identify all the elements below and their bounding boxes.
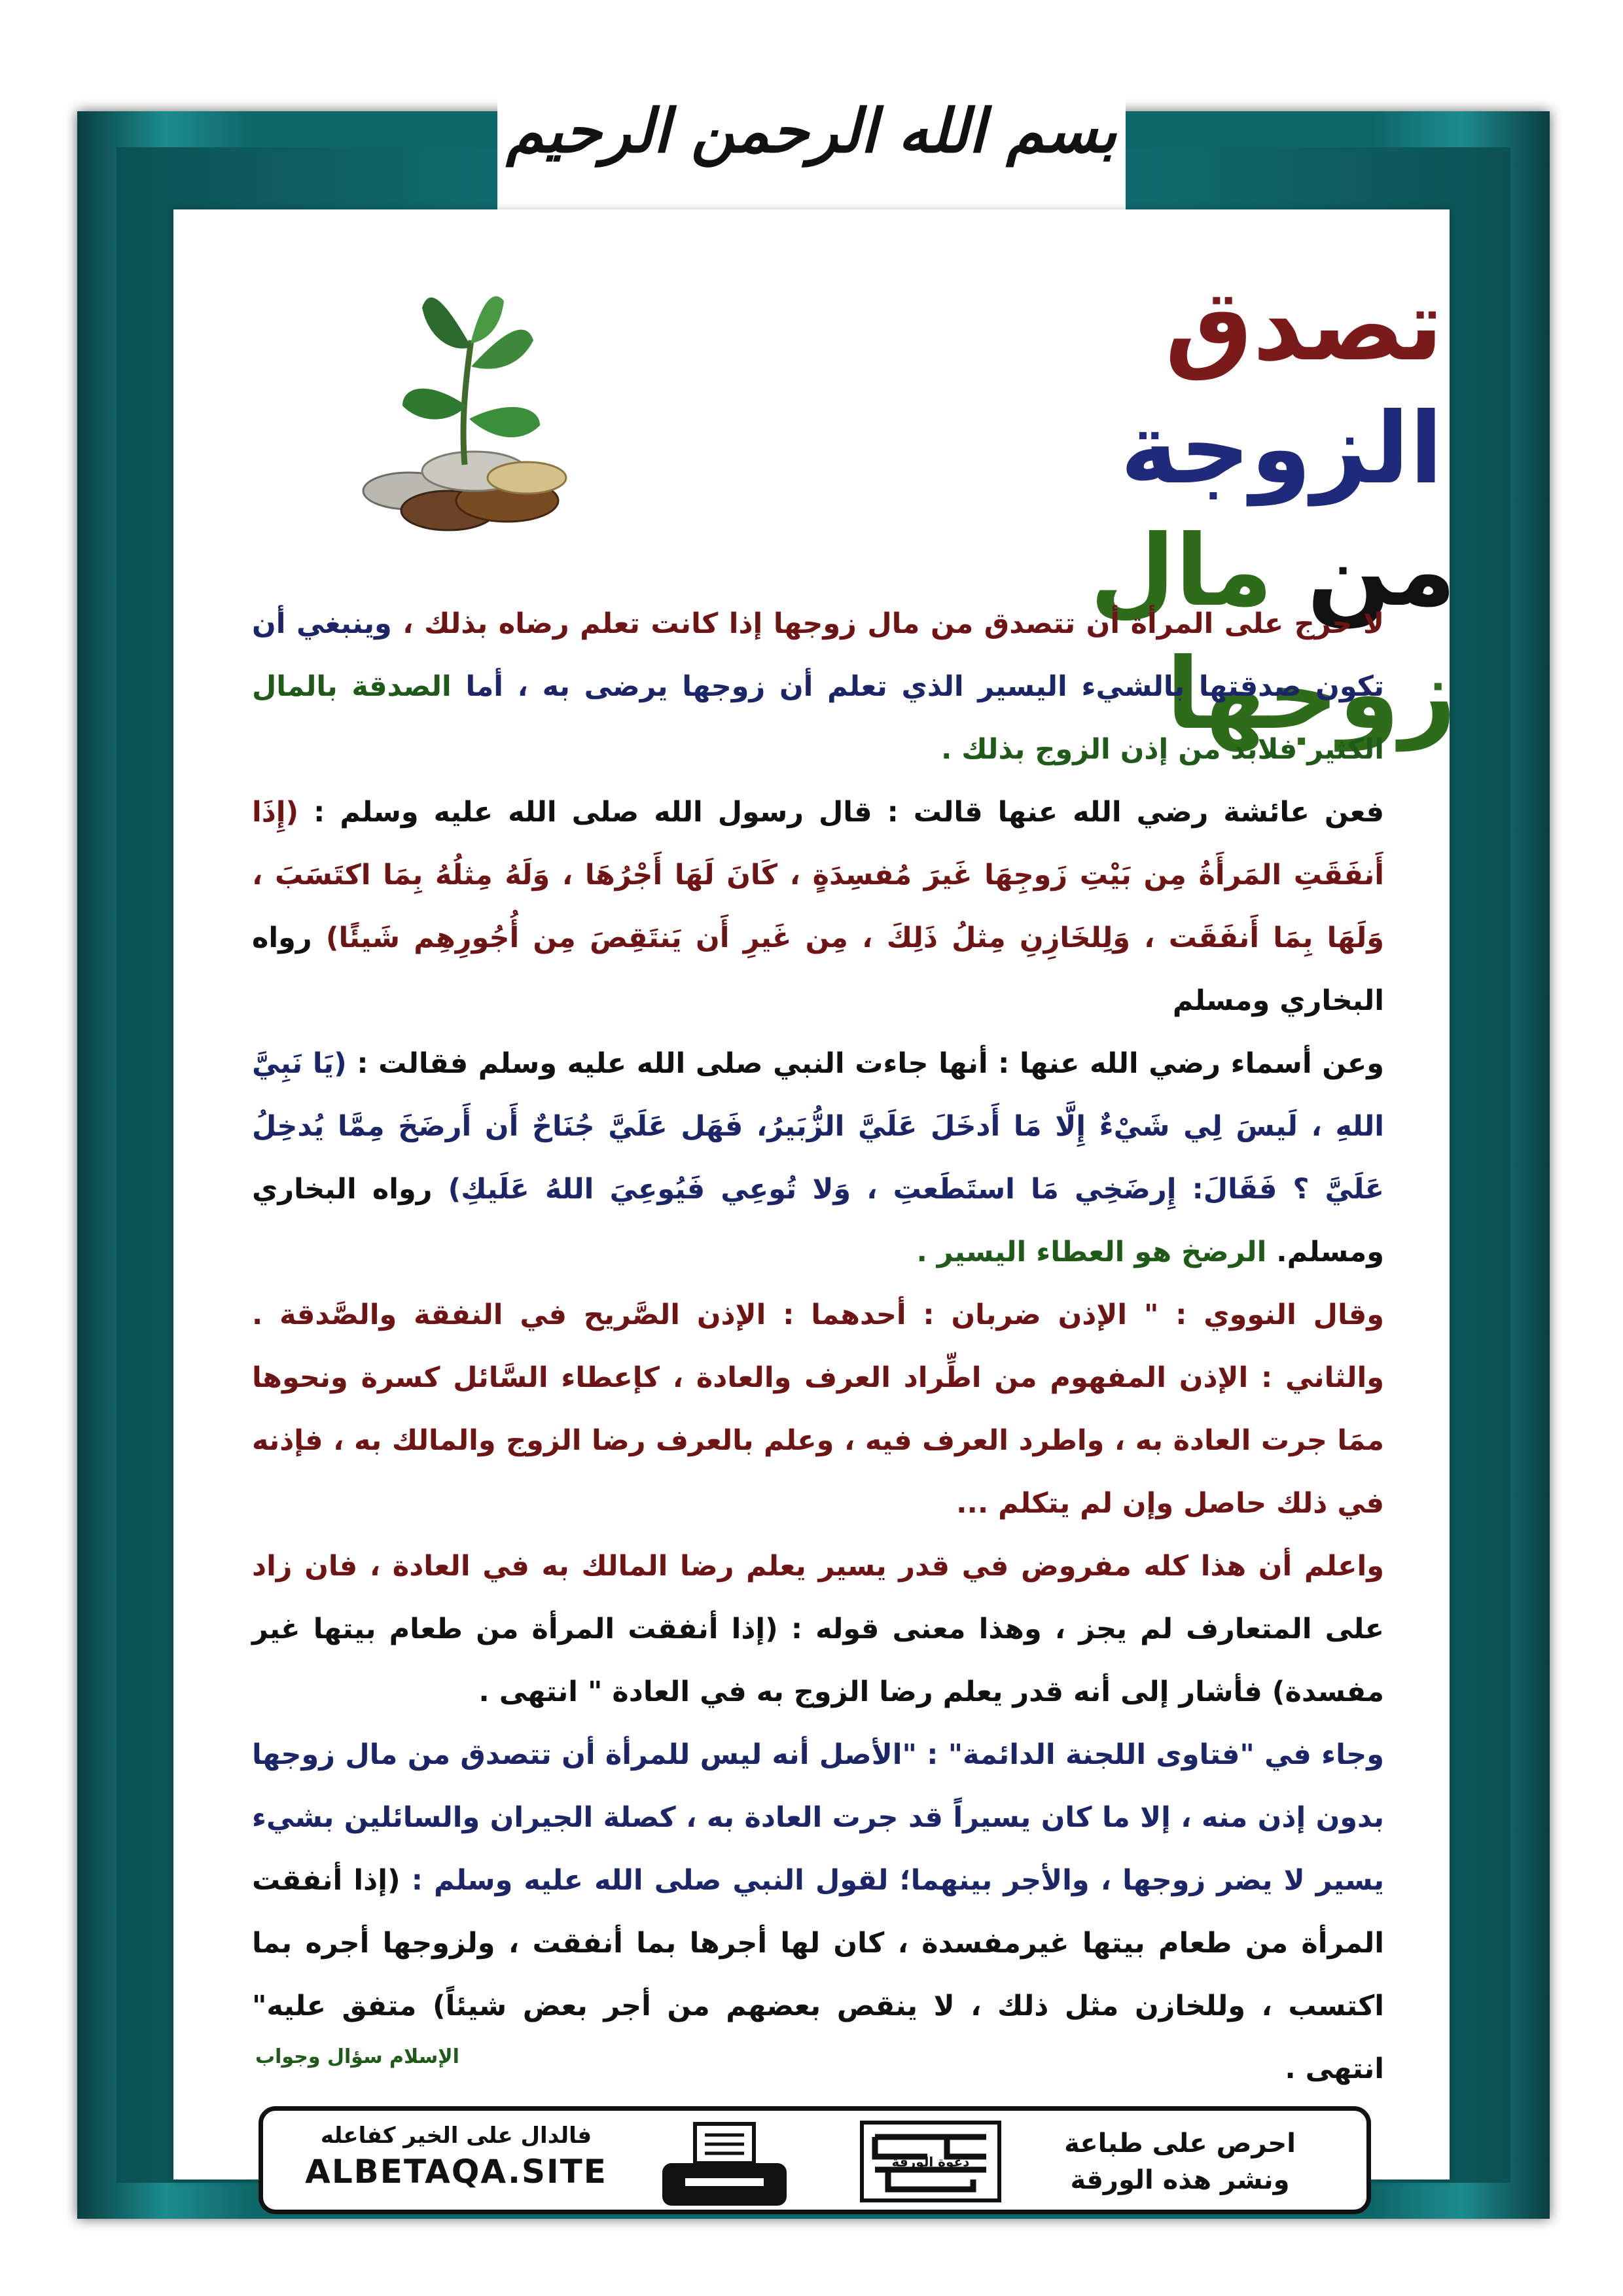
footer-print-note: احرص على طباعة ونشر هذه الورقة bbox=[1064, 2128, 1296, 2195]
albetaqa-logo bbox=[849, 2117, 1012, 2206]
printer-icon bbox=[656, 2121, 793, 2212]
paragraph-4: وقال النووي : " الإذن ضربان : أحدهما : الإذن الصَّريح في النفقة والصَّدقة . والثاني : الإذن المفهوم من اطِّراد العرف والعادة ، كإعطاء السَّائل كسرة ونحوها ممَا جرت العادة به ، واطرد العرف فيه ، وعلم بالعرف رضا الزوج والمالك به ، فإذنه في ذلك حاصل وإن لم يتكلم ... bbox=[252, 1299, 1384, 1520]
title-word-min: من bbox=[1307, 514, 1456, 628]
paragraph-1: لا حرج على المرأة أن تتصدق من مال زوجها إذا كانت تعلم رضاه بذلك ، وينبغي أن تكون صدقتها بالشيء اليسير الذي تعلم أن زوجها يرضى به ، أما الصدقة بالمال الكثير فلابد من إذن الزوج بذلك . bbox=[252, 607, 1384, 766]
footer-site-url[interactable]: ALBETAQA.SITE bbox=[305, 2153, 607, 2191]
basmala-calligraphy: بسم الله الرحمن الرحيم bbox=[506, 96, 1117, 166]
footer-bar bbox=[259, 2106, 1371, 2214]
paragraph-6: وجاء في "فتاوى اللجنة الدائمة" : "الأصل أنه ليس للمرأة أن تتصدق من مال زوجها بدون إذن منه ، إلا ما كان يسيراً قد جرت العادة به ، كصلة الجيران والسائلين بشيء يسير لا يضر زوجها ، والأجر بينهما؛ لقول النبي صلى الله عليه وسلم : (إذا أنفقت المرأة من طعام بيتها غيرمفسدة ، كان لها أجرها بما أنفقت ، ولزوجها أجره بما اكتسب ، وللخازن مثل ذلك ، لا ينقص بعضهم من أجر بعض شيئاً) متفق عليه" انتهى . bbox=[252, 1738, 1384, 2085]
albetaqa-logo-mark bbox=[849, 2117, 1012, 2206]
paragraph-3: وعن أسماء رضي الله عنها : أنها جاءت النبي صلى الله عليه وسلم فقالت : (يَا نَبِيَّ اللهِ ، لَيسَ لِي شَيْءٌ إِلَّا مَا أَدخَلَ عَلَيَّ الزُّبَيرُ، فَهَل عَلَيَّ جُنَاحٌ أَن أَرضَخَ مِمَّا يُدخِلُ عَلَيَّ ؟ فَقَالَ: إِرضَخِي مَا استَطَعتِ ، وَلا تُوعِي فَيُوعِيَ اللهُ عَلَيكِ) رواه البخاري ومسلم. الرضخ هو العطاء اليسير . bbox=[252, 1047, 1384, 1268]
plant-coins-icon bbox=[330, 268, 592, 543]
footer-motto: فالدال على الخير كفاعله bbox=[320, 2123, 592, 2149]
source-credit: الإسلام سؤال وجواب bbox=[255, 2045, 459, 2068]
title-word-mal-zawjiha: مال زوجها bbox=[1090, 514, 1456, 751]
footer-site bbox=[302, 2123, 610, 2191]
title-word-zawja: الزوجة bbox=[1120, 391, 1443, 506]
svg-text:دعوة الورقة: دعوة الورقة bbox=[891, 2154, 970, 2170]
title-word-tasaddaq: تصدق bbox=[1165, 269, 1443, 383]
basmala-banner bbox=[497, 46, 1126, 216]
article-body bbox=[252, 592, 1384, 2100]
paragraph-5: واعلم أن هذا كله مفروض في قدر يسير يعلم رضا المالك به في العادة ، فان زاد على المتعارف لم يجز ، وهذا معنى قوله : (إذا أنفقت المرأة من طعام بيتها غير مفسدة) فأشار إلى أنه قدر يعلم رضا الزوج به في العادة " انتهى . bbox=[252, 1550, 1384, 1708]
paragraph-2: فعن عائشة رضي الله عنها قالت : قال رسول الله صلى الله عليه وسلم : (إِذَا أَنفَقَتِ المَرأَةُ مِن بَيْتِ زَوجِهَا غَيرَ مُفسِدَةٍ ، كَانَ لَهَا أَجْرُهَا ، وَلَهُ مِثلُهُ بِمَا اكتَسَبَ ، وَلَهَا بِمَا أَنفَقَت ، وَلِلخَازِنِ مِثلُ ذَلِكَ ، مِن غَيرِ أَن يَنتَقِصَ مِن أُجُورِهِم شَيئًا) رواه البخاري ومسلم bbox=[252, 796, 1384, 1017]
